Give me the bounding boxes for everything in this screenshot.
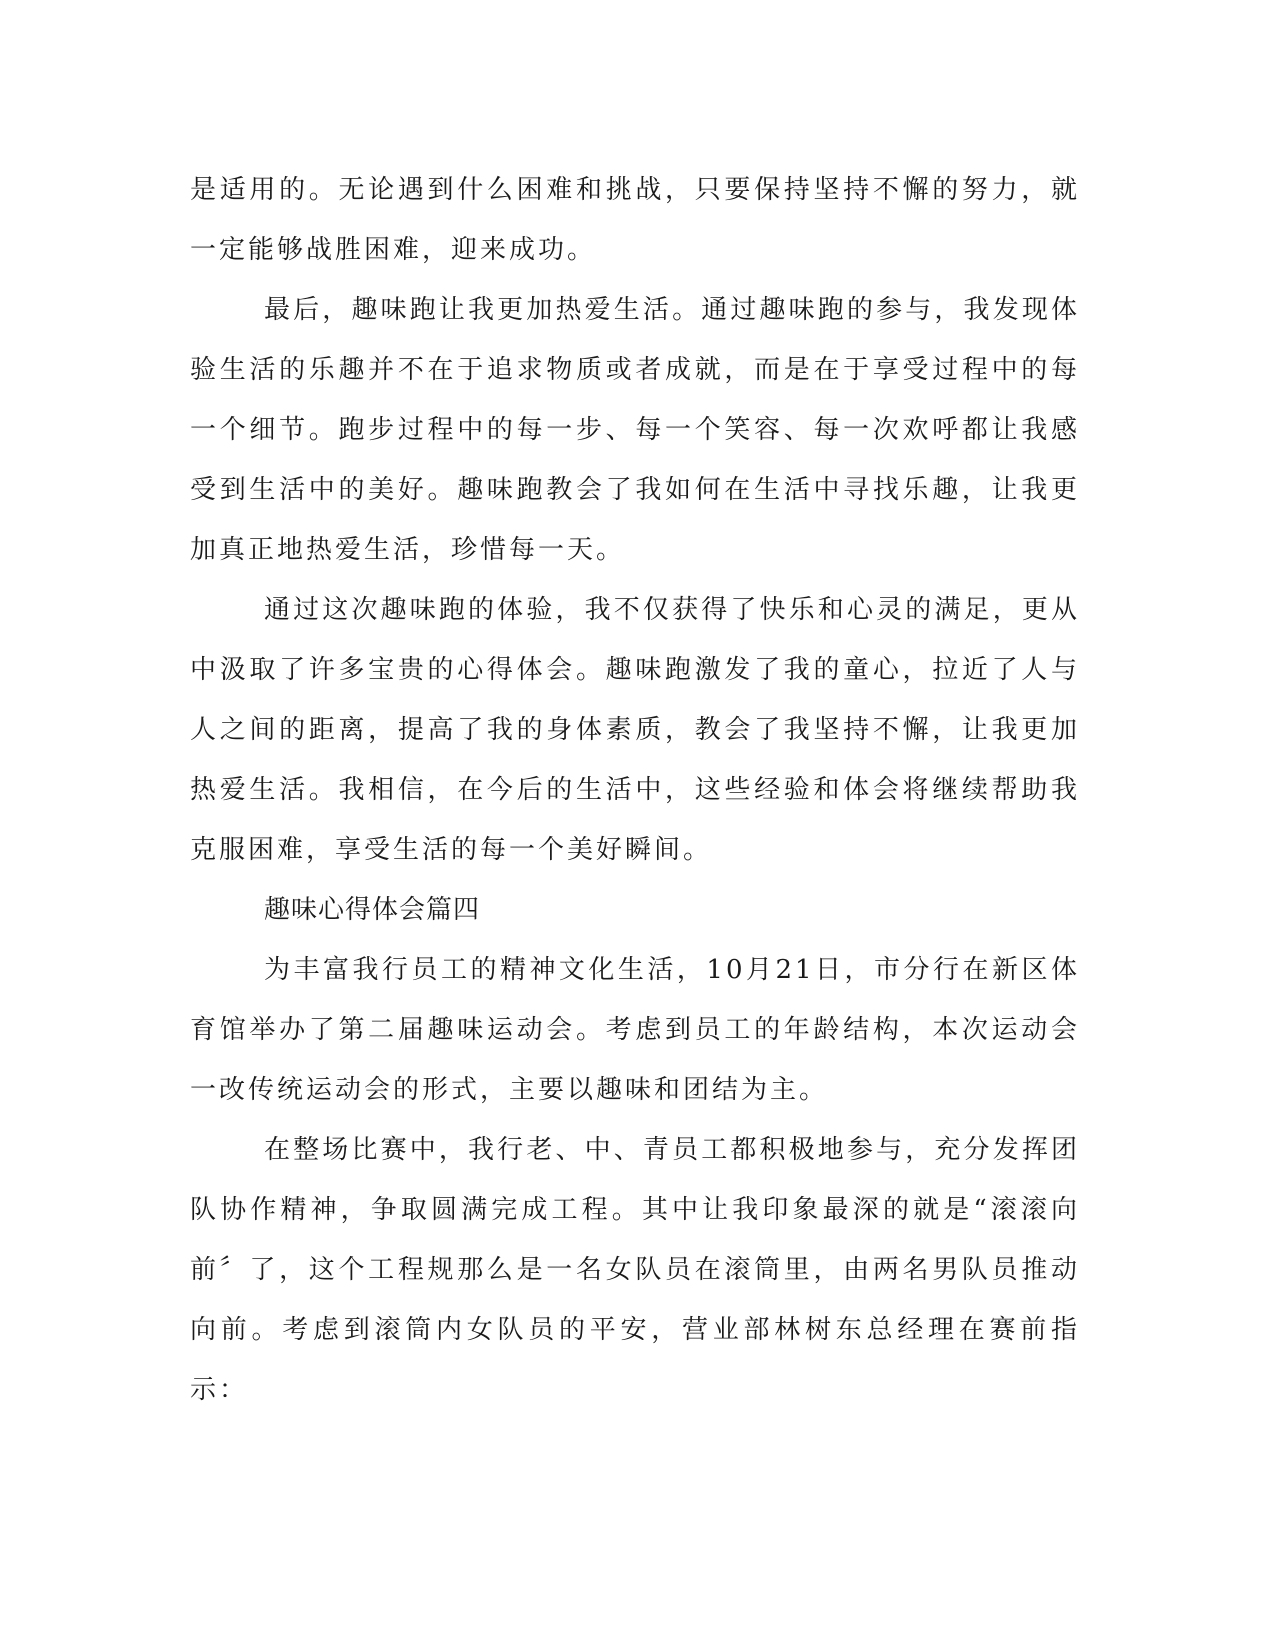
section-heading: 趣味心得体会篇四 bbox=[264, 895, 481, 925]
paragraph-love-life: 最后，趣味跑让我更加热爱生活。通过趣味跑的参与，我发现体验生活的乐趣并不在于追求物质或者成就，而是在于享受过程中的每一个细节。跑步过程中的每一步、每一个笑容、每一次欢呼都让我感受到生活中的美好。趣味跑教会了我如何在生活中寻找乐趣，让我更加真正地热爱生活，珍惜每一天。 bbox=[190, 295, 1080, 565]
paragraph-continuation: 是适用的。无论遇到什么困难和挑战，只要保持坚持不懈的努力，就一定能够战胜困难，迎来成功。 bbox=[190, 175, 1080, 265]
paragraph-competition: 在整场比赛中，我行老、中、青员工都积极地参与，充分发挥团队协作精神，争取圆满完成工程。其中让我印象最深的就是“滚滚向前〞了，这个工程规那么是一名女队员在滚筒里，由两名男队员推动向前。考虑到滚筒内女队员的平安，营业部林树东总经理在赛前指示： bbox=[190, 1135, 1080, 1405]
document-body bbox=[190, 160, 1080, 1420]
paragraph-sports-meet: 为丰富我行员工的精神文化生活，10月21日，市分行在新区体育馆举办了第二届趣味运动会。考虑到员工的年龄结构，本次运动会一改传统运动会的形式，主要以趣味和团结为主。 bbox=[190, 955, 1080, 1105]
paragraph-summary: 通过这次趣味跑的体验，我不仅获得了快乐和心灵的满足，更从中汲取了许多宝贵的心得体会。趣味跑激发了我的童心，拉近了人与人之间的距离，提高了我的身体素质，教会了我坚持不懈，让我更加热爱生活。我相信，在今后的生活中，这些经验和体会将继续帮助我克服困难，享受生活的每一个美好瞬间。 bbox=[190, 595, 1080, 865]
